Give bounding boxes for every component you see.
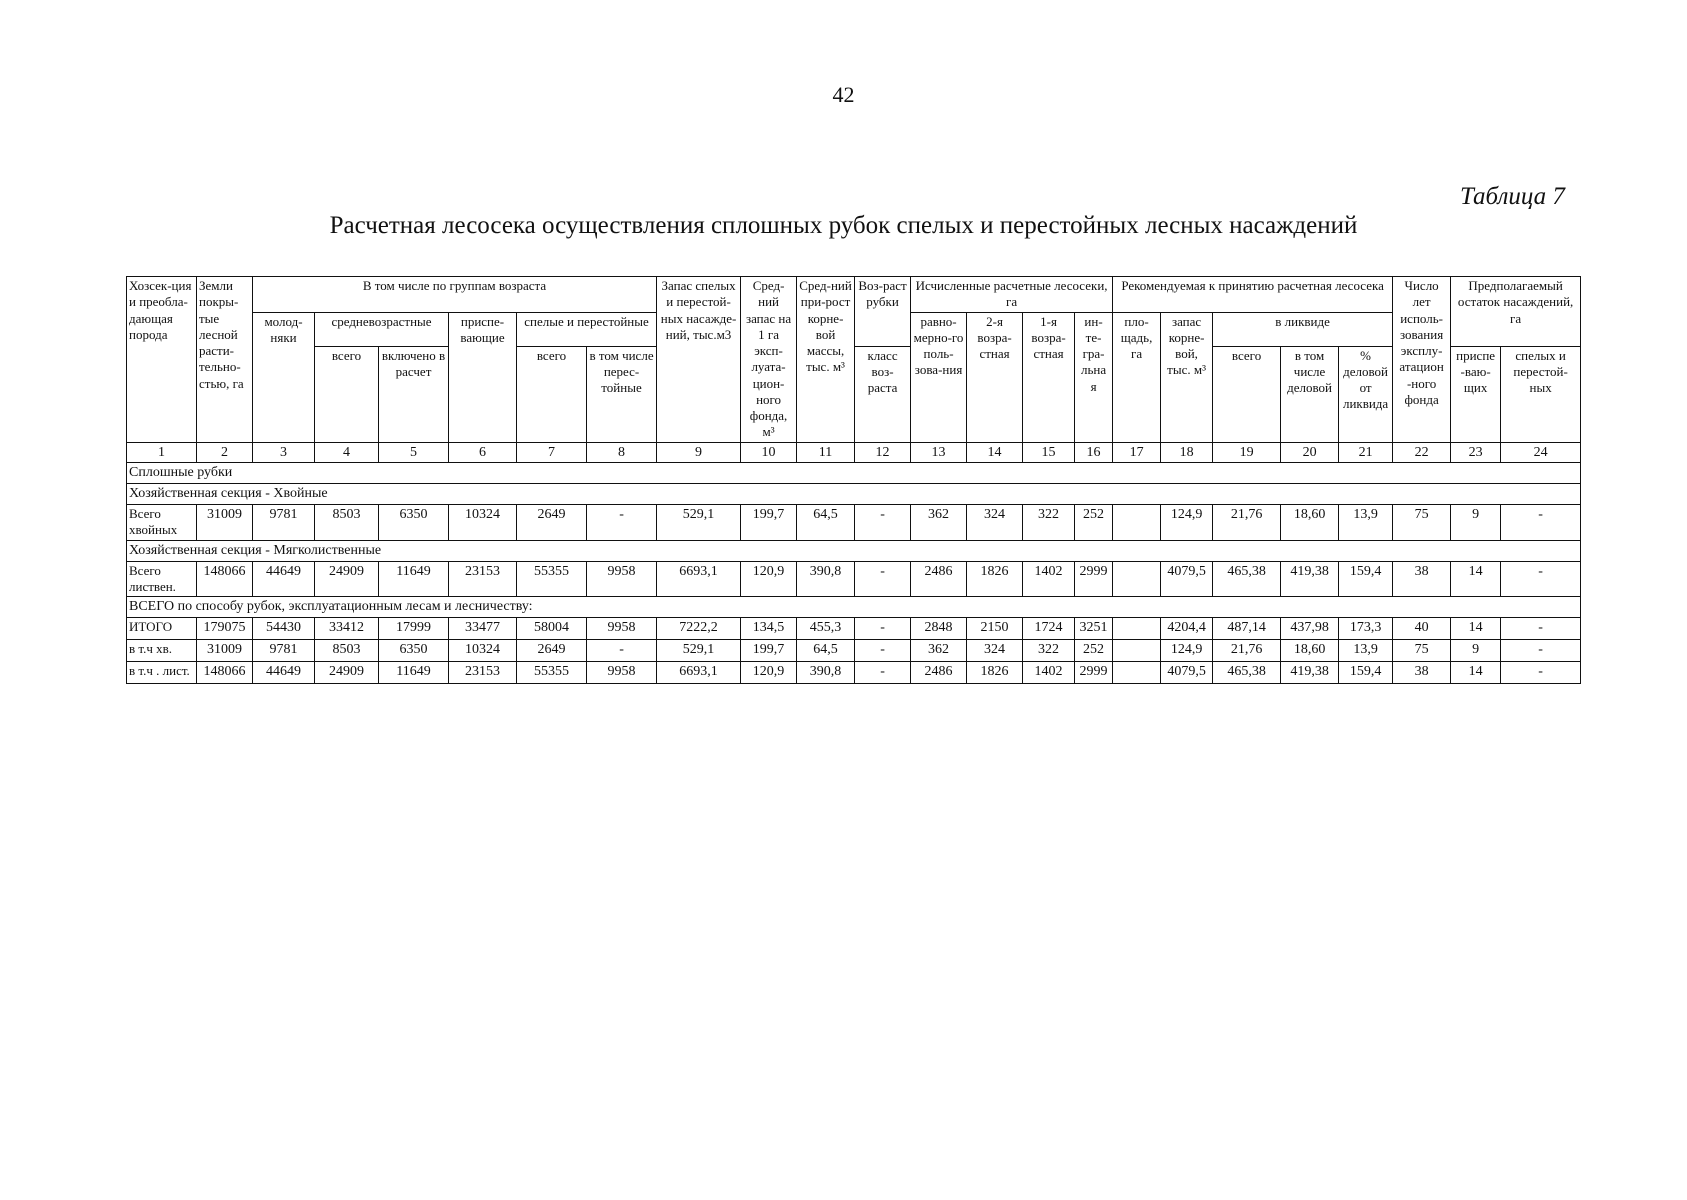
table-cell: 11649 <box>379 561 449 597</box>
table-cell: 322 <box>1023 640 1075 662</box>
row-label: ИТОГО <box>127 618 197 640</box>
header-cell: пло-щадь, га <box>1113 312 1161 442</box>
table-cell: 40 <box>1393 618 1451 640</box>
section-label: Сплошные рубки <box>127 463 1581 484</box>
table-cell: - <box>587 640 657 662</box>
table-cell: 17999 <box>379 618 449 640</box>
section-label: ВСЕГО по способу рубок, эксплуатационным лесам и лесничеству: <box>127 597 1581 618</box>
table-cell: 487,14 <box>1213 618 1281 640</box>
column-number: 7 <box>517 442 587 463</box>
table-title: Расчетная лесосека осуществления сплошных рубок спелых и перестойных лесных насаждений <box>329 212 1358 239</box>
table-cell: - <box>1501 618 1581 640</box>
table-cell: 2999 <box>1075 662 1113 684</box>
table-cell: 14 <box>1451 662 1501 684</box>
table-cell: 75 <box>1393 505 1451 541</box>
column-number: 9 <box>657 442 741 463</box>
column-number: 11 <box>797 442 855 463</box>
table-cell: 2649 <box>517 640 587 662</box>
column-number: 16 <box>1075 442 1113 463</box>
table-cell: 9958 <box>587 662 657 684</box>
table-cell: 18,60 <box>1281 640 1339 662</box>
table-cell: 124,9 <box>1161 640 1213 662</box>
table-cell: 2486 <box>911 561 967 597</box>
table-cell: - <box>855 618 911 640</box>
header-cell: средневозрастные <box>315 312 449 346</box>
column-number: 1 <box>127 442 197 463</box>
table-cell: 33477 <box>449 618 517 640</box>
table-row <box>127 640 1581 662</box>
table-cell: 173,3 <box>1339 618 1393 640</box>
header-cell: молод-няки <box>253 312 315 442</box>
header-cell: приспе -ваю-щих <box>1451 346 1501 442</box>
table-cell: 1826 <box>967 662 1023 684</box>
table-cell: 2486 <box>911 662 967 684</box>
table-cell: 18,60 <box>1281 505 1339 541</box>
row-label: Всего хвойных <box>127 505 197 541</box>
table-cell: 21,76 <box>1213 640 1281 662</box>
table-cell: 120,9 <box>741 662 797 684</box>
table-cell: 8503 <box>315 505 379 541</box>
table-cell: 9781 <box>253 505 315 541</box>
table-cell: 1402 <box>1023 662 1075 684</box>
column-number: 22 <box>1393 442 1451 463</box>
header-cell: Сред-ний при-рост корне-вой массы, тыс. м³ <box>797 277 855 443</box>
table-cell: 4079,5 <box>1161 561 1213 597</box>
header-cell: класс воз-раста <box>855 346 911 442</box>
header-cell: равно-мерно-го поль-зова-ния <box>911 312 967 442</box>
header-cell: Земли покры-тые лесной расти-тельно-стью, га <box>197 277 253 443</box>
table-cell: 455,3 <box>797 618 855 640</box>
table-row <box>127 662 1581 684</box>
page-number: 42 <box>832 82 855 107</box>
table-cell: 44649 <box>253 662 315 684</box>
table-cell <box>1113 561 1161 597</box>
table-cell <box>1113 505 1161 541</box>
table-cell: 1724 <box>1023 618 1075 640</box>
table-cell: 33412 <box>315 618 379 640</box>
column-number: 10 <box>741 442 797 463</box>
column-number: 4 <box>315 442 379 463</box>
table-cell: 58004 <box>517 618 587 640</box>
table-cell: 148066 <box>197 662 253 684</box>
column-number: 2 <box>197 442 253 463</box>
header-row-1 <box>127 277 1581 313</box>
column-number: 5 <box>379 442 449 463</box>
column-number-row <box>127 442 1581 463</box>
table-cell: 6693,1 <box>657 561 741 597</box>
section-row <box>127 463 1581 484</box>
table-cell: 23153 <box>449 662 517 684</box>
table-cell: 120,9 <box>741 561 797 597</box>
table-cell: 4079,5 <box>1161 662 1213 684</box>
header-cell: Запас спелых и перестой-ных насажде-ний, тыс.м3 <box>657 277 741 443</box>
table-cell: - <box>1501 561 1581 597</box>
column-number: 8 <box>587 442 657 463</box>
header-cell: запас корне-вой, тыс. м³ <box>1161 312 1213 442</box>
header-cell: приспе-вающие <box>449 312 517 442</box>
table-cell: 54430 <box>253 618 315 640</box>
lesoseka-table <box>126 276 1581 684</box>
section-label: Хозяйственная секция - Хвойные <box>127 484 1581 505</box>
table-cell: 2848 <box>911 618 967 640</box>
table-cell: 9781 <box>253 640 315 662</box>
table-label: Таблица 7 <box>1460 183 1565 210</box>
table-cell: 390,8 <box>797 662 855 684</box>
table-cell: 2150 <box>967 618 1023 640</box>
table-cell: 1402 <box>1023 561 1075 597</box>
column-number: 19 <box>1213 442 1281 463</box>
table-cell: 13,9 <box>1339 505 1393 541</box>
table-cell: 419,38 <box>1281 561 1339 597</box>
table-row <box>127 561 1581 597</box>
table-cell: 252 <box>1075 505 1113 541</box>
column-number: 13 <box>911 442 967 463</box>
header-cell: 1-я возра-стная <box>1023 312 1075 442</box>
table-cell: 13,9 <box>1339 640 1393 662</box>
table-cell: 419,38 <box>1281 662 1339 684</box>
column-number: 24 <box>1501 442 1581 463</box>
header-cell: Сред-ний запас на 1 га эксп-луата-цион-ного фонда, м³ <box>741 277 797 443</box>
header-cell: 2-я возра-стная <box>967 312 1023 442</box>
table-cell: 21,76 <box>1213 505 1281 541</box>
section-row <box>127 597 1581 618</box>
header-cell: в ликвиде <box>1213 312 1393 346</box>
header-cell: спелых и перестой-ных <box>1501 346 1581 442</box>
table-cell: 10324 <box>449 640 517 662</box>
table-cell: 10324 <box>449 505 517 541</box>
table-cell: 8503 <box>315 640 379 662</box>
header-cell: в том числе деловой <box>1281 346 1339 442</box>
table-cell: 529,1 <box>657 505 741 541</box>
table-row <box>127 618 1581 640</box>
table-cell: 322 <box>1023 505 1075 541</box>
table-cell: 38 <box>1393 561 1451 597</box>
section-row <box>127 484 1581 505</box>
row-label: в т.ч хв. <box>127 640 197 662</box>
table-cell: - <box>855 505 911 541</box>
column-number: 20 <box>1281 442 1339 463</box>
header-cell: Рекомендуемая к принятию расчетная лесосека <box>1113 277 1393 313</box>
column-number: 21 <box>1339 442 1393 463</box>
table-cell: 9958 <box>587 561 657 597</box>
table-cell: 55355 <box>517 662 587 684</box>
table-cell: 362 <box>911 640 967 662</box>
table-cell: 2649 <box>517 505 587 541</box>
section-row <box>127 540 1581 561</box>
table-cell: 55355 <box>517 561 587 597</box>
table-cell: 4204,4 <box>1161 618 1213 640</box>
table-cell: 31009 <box>197 640 253 662</box>
row-label: в т.ч . лист. <box>127 662 197 684</box>
table-cell: 324 <box>967 640 1023 662</box>
table-cell: 6350 <box>379 505 449 541</box>
table-cell: 6350 <box>379 640 449 662</box>
table-cell: 124,9 <box>1161 505 1213 541</box>
table-cell: 24909 <box>315 662 379 684</box>
table-cell: 75 <box>1393 640 1451 662</box>
table-cell: - <box>1501 505 1581 541</box>
header-cell: всего <box>517 346 587 442</box>
column-number: 15 <box>1023 442 1075 463</box>
table-cell: 465,38 <box>1213 662 1281 684</box>
table-cell: - <box>855 561 911 597</box>
table-cell: 2999 <box>1075 561 1113 597</box>
header-cell: всего <box>315 346 379 442</box>
table-cell: 465,38 <box>1213 561 1281 597</box>
table-cell: 3251 <box>1075 618 1113 640</box>
table-cell: 64,5 <box>797 640 855 662</box>
header-cell: включено в расчет <box>379 346 449 442</box>
table-cell: 199,7 <box>741 640 797 662</box>
column-number: 12 <box>855 442 911 463</box>
header-cell: Число лет исполь-зования эксплу-атацион -ного фонда <box>1393 277 1451 443</box>
table-cell: 64,5 <box>797 505 855 541</box>
table-cell: 159,4 <box>1339 561 1393 597</box>
table-cell: - <box>855 662 911 684</box>
header-cell: в том числе перес-тойные <box>587 346 657 442</box>
table-cell: 9958 <box>587 618 657 640</box>
column-number: 23 <box>1451 442 1501 463</box>
table-cell: 6693,1 <box>657 662 741 684</box>
table-cell: 31009 <box>197 505 253 541</box>
table-cell <box>1113 640 1161 662</box>
table-row <box>127 505 1581 541</box>
table-cell: 38 <box>1393 662 1451 684</box>
section-label: Хозяйственная секция - Мягколиственные <box>127 540 1581 561</box>
table-cell: 7222,2 <box>657 618 741 640</box>
header-cell: ин-те-гра-льна я <box>1075 312 1113 442</box>
table-cell: 24909 <box>315 561 379 597</box>
table-cell: 362 <box>911 505 967 541</box>
table-cell: 9 <box>1451 640 1501 662</box>
table-cell: 44649 <box>253 561 315 597</box>
table-cell: 148066 <box>197 561 253 597</box>
table-cell: 437,98 <box>1281 618 1339 640</box>
table-cell: 11649 <box>379 662 449 684</box>
header-cell: % деловой от ликвида <box>1339 346 1393 442</box>
column-number: 18 <box>1161 442 1213 463</box>
header-cell: спелые и перестойные <box>517 312 657 346</box>
table-cell <box>1113 662 1161 684</box>
table-cell <box>1113 618 1161 640</box>
table-cell: 1826 <box>967 561 1023 597</box>
header-cell: В том числе по группам возраста <box>253 277 657 313</box>
table-cell: 324 <box>967 505 1023 541</box>
table-cell: 159,4 <box>1339 662 1393 684</box>
header-cell: Хозсек-ция и преобла-дающая порода <box>127 277 197 443</box>
table-cell: - <box>1501 640 1581 662</box>
column-number: 17 <box>1113 442 1161 463</box>
table-cell: - <box>1501 662 1581 684</box>
table-cell: 529,1 <box>657 640 741 662</box>
row-label: Всего листвен. <box>127 561 197 597</box>
table-cell: 252 <box>1075 640 1113 662</box>
table-cell: 179075 <box>197 618 253 640</box>
table-cell: 390,8 <box>797 561 855 597</box>
table-cell: - <box>587 505 657 541</box>
table-cell: 134,5 <box>741 618 797 640</box>
table-cell: 14 <box>1451 561 1501 597</box>
column-number: 14 <box>967 442 1023 463</box>
table-cell: 199,7 <box>741 505 797 541</box>
table-cell: 9 <box>1451 505 1501 541</box>
header-cell: Воз-раст рубки <box>855 277 911 347</box>
header-cell: Исчисленные расчетные лесосеки, га <box>911 277 1113 313</box>
column-number: 3 <box>253 442 315 463</box>
table-cell: - <box>855 640 911 662</box>
column-number: 6 <box>449 442 517 463</box>
table-cell: 23153 <box>449 561 517 597</box>
header-cell: Предполагаемый остаток насаждений, га <box>1451 277 1581 347</box>
header-cell: всего <box>1213 346 1281 442</box>
table-cell: 14 <box>1451 618 1501 640</box>
